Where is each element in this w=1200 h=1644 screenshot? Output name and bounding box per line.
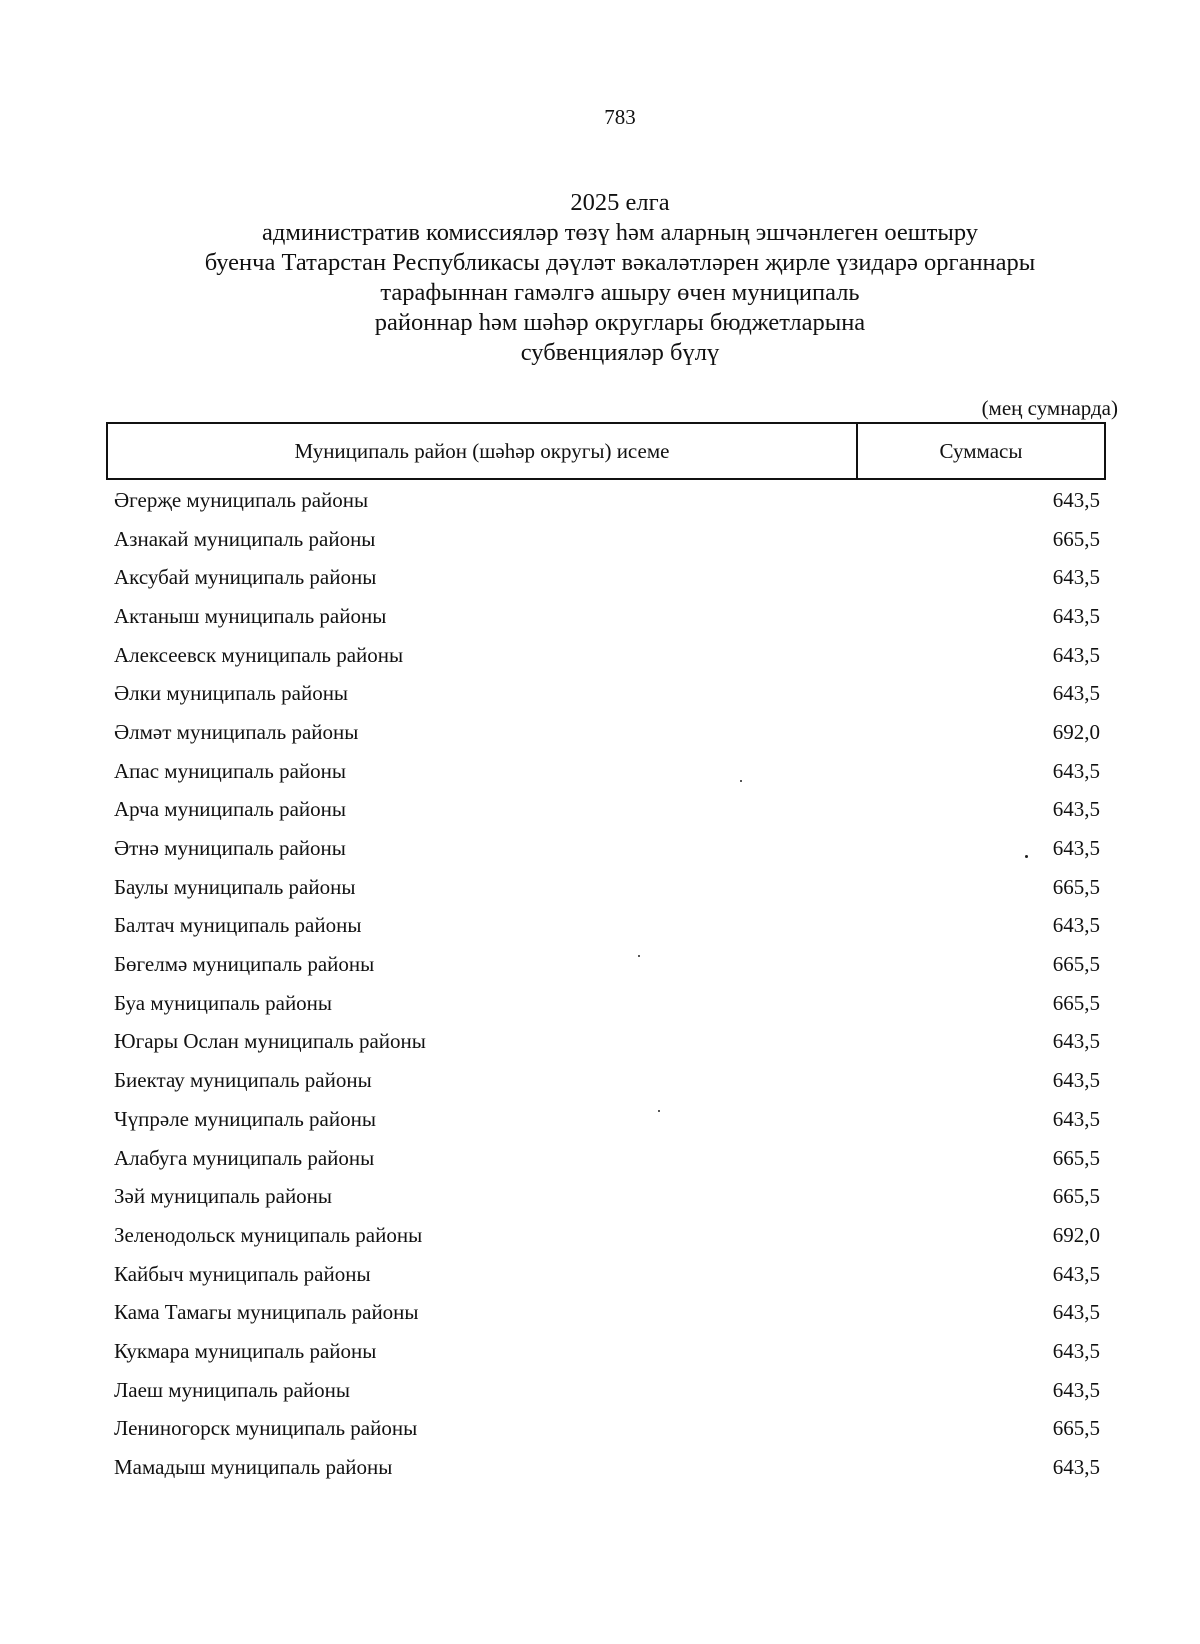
table-row <box>114 907 1100 946</box>
table-row <box>114 1100 1100 1139</box>
table-row <box>114 1448 1100 1487</box>
scan-speck <box>1025 855 1028 858</box>
table-row <box>114 791 1100 830</box>
row-sum: 665,5 <box>1052 1416 1100 1441</box>
row-sum: 643,5 <box>1052 913 1100 938</box>
scan-speck <box>740 780 742 782</box>
row-sum: 643,5 <box>1052 565 1100 590</box>
row-name: Лаеш муниципаль районы <box>114 1377 351 1402</box>
row-sum: 643,5 <box>1052 1300 1100 1325</box>
row-name: Югары Ослан муниципаль районы <box>114 1029 426 1054</box>
row-name: Буа муниципаль районы <box>114 990 333 1015</box>
row-sum: 643,5 <box>1052 836 1100 861</box>
row-sum: 665,5 <box>1052 952 1100 977</box>
title-line: административ комиссияләр төзү һәм аларның эшчәнлеген оештыру <box>262 219 978 246</box>
row-name: Кама Тамагы муниципаль районы <box>114 1300 419 1325</box>
header-sum-column: Суммасы <box>939 438 1023 463</box>
row-name: Биектау муниципаль районы <box>114 1068 372 1093</box>
row-name: Әгерҗе муниципаль районы <box>114 487 369 512</box>
row-sum: 643,5 <box>1052 681 1100 706</box>
table-row <box>114 1410 1100 1449</box>
row-sum: 643,5 <box>1052 758 1100 783</box>
row-name: Актаныш муниципаль районы <box>114 603 387 628</box>
table-row <box>114 674 1100 713</box>
table-row <box>114 1293 1100 1332</box>
row-name: Балтач муниципаль районы <box>114 913 362 938</box>
table-row <box>114 713 1100 752</box>
title-line: тарафыннан гамәлгә ашыру өчен муниципаль <box>380 279 860 306</box>
row-sum: 692,0 <box>1052 1222 1100 1247</box>
title-line: буенча Татарстан Республикасы дәүләт вәкаләтләрен җирле үзидарә органнары <box>204 249 1036 276</box>
table-body <box>114 481 1100 1487</box>
table-row <box>114 1332 1100 1371</box>
row-name: Апас муниципаль районы <box>114 758 346 783</box>
table-row <box>114 1255 1100 1294</box>
row-name: Әтнә муниципаль районы <box>114 836 346 861</box>
row-sum: 665,5 <box>1052 990 1100 1015</box>
table-header <box>106 422 1106 480</box>
units-note: (мең сумнарда) <box>981 396 1118 420</box>
row-name: Алексеевск муниципаль районы <box>114 642 404 667</box>
row-name: Әлки муниципаль районы <box>114 681 349 706</box>
row-sum: 643,5 <box>1052 1338 1100 1363</box>
table-row <box>114 597 1100 636</box>
table-row <box>114 945 1100 984</box>
table-row <box>114 520 1100 559</box>
table-row <box>114 1061 1100 1100</box>
row-sum: 692,0 <box>1052 719 1100 744</box>
row-name: Зәй муниципаль районы <box>114 1184 333 1209</box>
header-name-column: Муниципаль район (шәһәр округы) исеме <box>108 424 858 478</box>
row-name: Кайбыч муниципаль районы <box>114 1261 371 1286</box>
document-title <box>0 188 1200 368</box>
table-row <box>114 984 1100 1023</box>
table-row <box>114 868 1100 907</box>
row-name: Аксубай муниципаль районы <box>114 565 377 590</box>
row-sum: 665,5 <box>1052 1145 1100 1170</box>
row-sum: 643,5 <box>1052 797 1100 822</box>
table-row <box>114 1023 1100 1062</box>
row-sum: 643,5 <box>1052 642 1100 667</box>
row-name: Арча муниципаль районы <box>114 797 346 822</box>
row-name: Баулы муниципаль районы <box>114 874 356 899</box>
row-name: Лениногорск муниципаль районы <box>114 1416 418 1441</box>
row-name: Әлмәт муниципаль районы <box>114 719 359 744</box>
table-row <box>114 558 1100 597</box>
row-name: Азнакай муниципаль районы <box>114 526 376 551</box>
row-sum: 643,5 <box>1052 1261 1100 1286</box>
row-name: Мамадыш муниципаль районы <box>114 1455 393 1480</box>
table-row <box>114 481 1100 520</box>
row-sum: 643,5 <box>1052 487 1100 512</box>
row-name: Алабуга муниципаль районы <box>114 1145 375 1170</box>
row-name: Бөгелмә муниципаль районы <box>114 952 375 977</box>
table-row <box>114 1139 1100 1178</box>
row-sum: 665,5 <box>1052 874 1100 899</box>
row-sum: 643,5 <box>1052 1029 1100 1054</box>
page-number: 783 <box>604 105 636 129</box>
table-row <box>114 636 1100 675</box>
scan-speck <box>638 955 640 957</box>
row-name: Чүпрәле муниципаль районы <box>114 1106 376 1131</box>
row-name: Зеленодольск муниципаль районы <box>114 1222 423 1247</box>
row-name: Кукмара муниципаль районы <box>114 1338 377 1363</box>
table-row <box>114 1177 1100 1216</box>
row-sum: 643,5 <box>1052 603 1100 628</box>
title-line: 2025 елга <box>570 189 670 216</box>
row-sum: 665,5 <box>1052 526 1100 551</box>
table-row <box>114 1216 1100 1255</box>
table-row <box>114 1371 1100 1410</box>
scan-speck <box>658 1110 660 1112</box>
row-sum: 643,5 <box>1052 1377 1100 1402</box>
title-line: районнар һәм шәһәр округлары бюджетларына <box>374 309 866 336</box>
row-sum: 643,5 <box>1052 1455 1100 1480</box>
table-row <box>114 829 1100 868</box>
row-sum: 665,5 <box>1052 1184 1100 1209</box>
row-sum: 643,5 <box>1052 1068 1100 1093</box>
title-line: субвенцияләр бүлү <box>520 339 720 366</box>
row-sum: 643,5 <box>1052 1106 1100 1131</box>
table-row <box>114 752 1100 791</box>
